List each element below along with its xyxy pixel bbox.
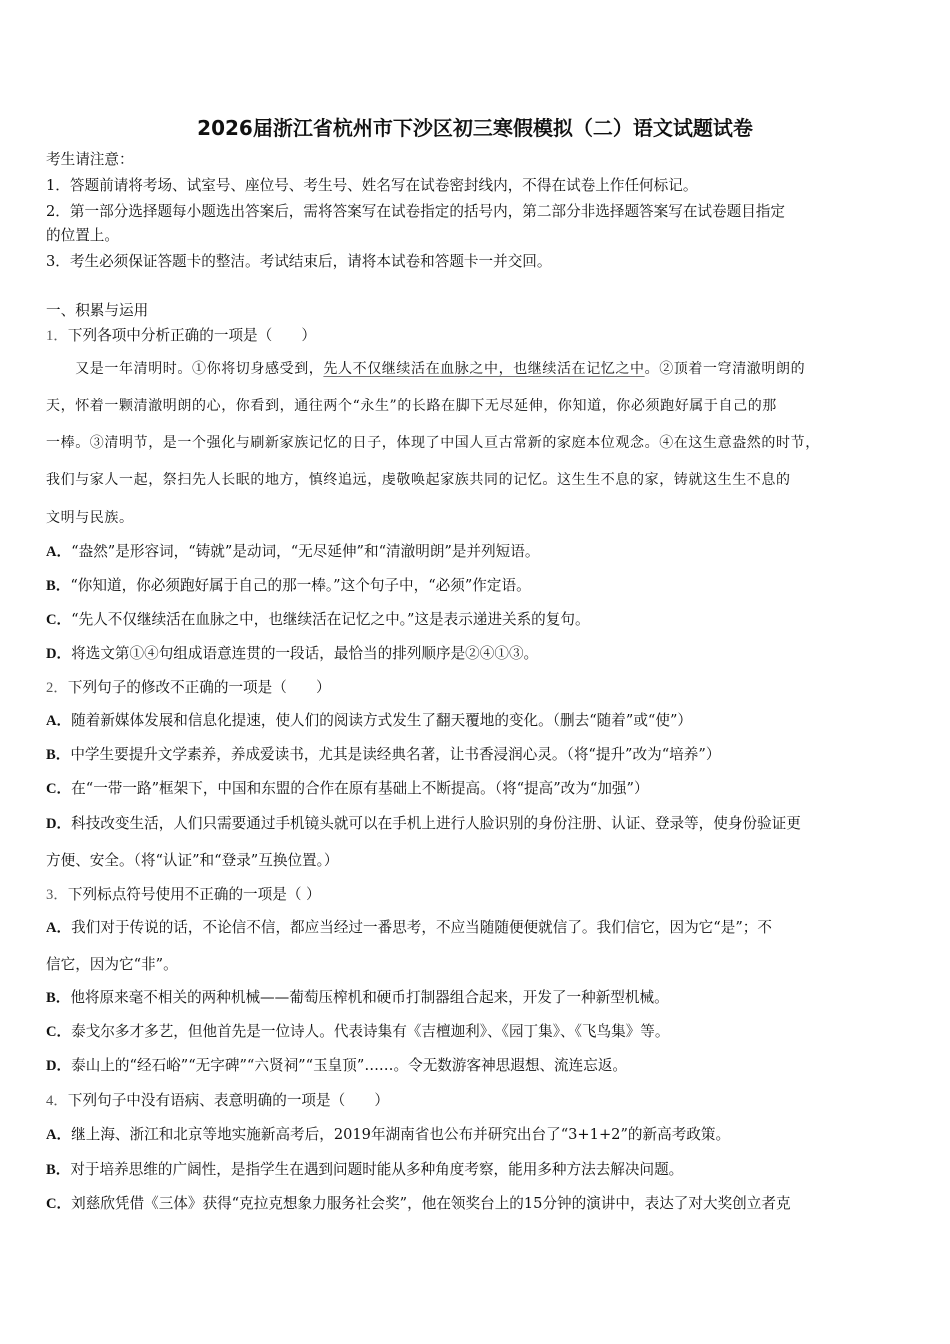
passage-text: 。②顶着一穹清澈明朗的 — [644, 361, 806, 377]
question-number: 2． — [46, 680, 68, 696]
option-letter: C． — [46, 1196, 72, 1212]
question-text: 下列各项中分析正确的一项是（ ） — [67, 327, 317, 344]
question-text: 下列句子的修改不正确的一项是（ ） — [67, 679, 331, 696]
option-letter: A． — [46, 920, 72, 936]
option-text: 泰戈尔多才多艺，但他首先是一位诗人。代表诗集有《吉檀迦利》、《园丁集》、《飞鸟集》等。 — [71, 1023, 670, 1040]
option-text: 在“一带一路”框架下，中国和东盟的合作在原有基础上不断提高。（将“提高”改为“加强”） — [71, 780, 649, 797]
q3-option-a — [46, 918, 772, 938]
option-text: 我们对于传说的话，不论信不信，都应当经过一番思考，不应当随随便便就信了。我们信它，因为它“是”；不 — [71, 919, 772, 936]
option-letter: C． — [46, 781, 72, 797]
question-text: 下列句子中没有语病、表意明确的一项是（ ） — [67, 1092, 389, 1109]
question-number: 1． — [46, 328, 68, 344]
option-text: “盎然”是形容词，“铸就”是动词，“无尽延伸”和“清澈明朗”是并列短语。 — [71, 543, 540, 560]
passage-line-1 — [46, 359, 805, 379]
option-letter: B． — [46, 990, 71, 1006]
section-heading: 一、积累与运用 — [46, 302, 149, 319]
notice-item-2-cont: 的位置上。 — [46, 227, 119, 244]
page-title: 2026届浙江省杭州市下沙区初三寒假模拟（二）语文试题试卷 — [197, 116, 753, 140]
option-text: 对于培养思维的广阔性，是指学生在遇到问题时能从多种角度考察，能用多种方法去解决问题。 — [70, 1161, 684, 1178]
q3-option-c — [46, 1022, 669, 1042]
passage-line-5: 文明与民族。 — [46, 510, 134, 526]
question-2-stem — [46, 678, 331, 698]
q2-option-d — [46, 814, 801, 834]
question-number: 4． — [46, 1093, 68, 1109]
option-text: “先人不仅继续活在血脉之中，也继续活在记忆之中。”这是表示递进关系的复句。 — [71, 611, 590, 628]
q4-option-a — [46, 1125, 730, 1145]
q1-option-c — [46, 610, 590, 630]
passage-line-3: 一棒。③清明节，是一个强化与刷新家族记忆的日子，体现了中国人亘古常新的家庭本位观念。④在这生意盎然的时节， — [46, 435, 820, 451]
notice-item-3: 3．考生必须保证答题卡的整洁。考试结束后，请将本试卷和答题卡一并交回。 — [46, 253, 552, 270]
q3-option-a-cont: 信它，因为它“非”。 — [46, 956, 178, 973]
option-letter: A． — [46, 1127, 72, 1143]
q1-option-a — [46, 542, 539, 562]
option-letter: C． — [46, 1024, 72, 1040]
q2-option-a — [46, 711, 692, 731]
option-text: 随着新媒体发展和信息化提速，使人们的阅读方式发生了翻天覆地的变化。（删去“随着”或“使”） — [71, 712, 693, 729]
option-text: 科技改变生活，人们只需要通过手机镜头就可以在手机上进行人脸识别的身份注册、认证、登录等，使身份验证更 — [71, 815, 801, 832]
q3-option-b — [46, 988, 669, 1008]
option-text: 将选文第①④句组成语意连贯的一段话，最恰当的排列顺序是②④①③。 — [71, 645, 539, 662]
notice-item-2: 2．第一部分选择题每小题选出答案后，需将答案写在试卷指定的括号内，第二部分非选择题答案写在试卷题目指定 — [46, 203, 785, 220]
option-letter: D． — [46, 646, 72, 662]
q1-option-b — [46, 576, 531, 596]
option-letter: D． — [46, 816, 72, 832]
q2-option-d-cont: 方便、安全。（将“认证”和“登录”互换位置。） — [46, 852, 339, 869]
option-text: 他将原来毫不相关的两种机械——葡萄压榨机和硬币打制器组合起来，开发了一种新型机械。 — [70, 989, 669, 1006]
option-letter: A． — [46, 544, 72, 560]
q4-option-b — [46, 1160, 683, 1180]
passage-text: 又是一年清明时。①你将切身感受到， — [46, 361, 324, 377]
option-letter: B． — [46, 747, 71, 763]
option-text: “你知道，你必须跑好属于自己的那一棒。”这个句子中，“必须”作定语。 — [70, 577, 531, 594]
option-text: 刘慈欣凭借《三体》获得“克拉克想象力服务社会奖”，他在领奖台上的15分钟的演讲中，表达了对大奖创立者克 — [71, 1195, 791, 1212]
q4-option-c — [46, 1194, 791, 1214]
option-letter: B． — [46, 578, 71, 594]
underlined-sentence: 先人不仅继续活在血脉之中，也继续活在记忆之中 — [323, 361, 645, 377]
option-text: 泰山上的“经石峪”“无字碑”“六贤祠”“玉皇顶”……。令无数游客神思遐想、流连忘返。 — [71, 1057, 628, 1074]
question-1-stem — [46, 326, 316, 346]
question-number: 3． — [46, 887, 68, 903]
question-3-stem — [46, 885, 321, 905]
option-letter: D． — [46, 1058, 72, 1074]
question-text: 下列标点符号使用不正确的一项是（ ） — [67, 886, 321, 903]
option-letter: B． — [46, 1162, 71, 1178]
notice-heading: 考生请注意： — [46, 151, 134, 168]
passage-line-4: 我们与家人一起，祭扫先人长眠的地方，慎终追远，虔敬唤起家族共同的记忆。这生生不息的家，铸就这生生不息的 — [46, 472, 791, 488]
q2-option-b — [46, 745, 720, 765]
option-letter: A． — [46, 713, 72, 729]
option-text: 中学生要提升文学素养，养成爱读书，尤其是读经典名著，让书香浸润心灵。（将“提升”改为“培养”） — [70, 746, 721, 763]
q1-option-d — [46, 644, 538, 664]
q3-option-d — [46, 1056, 627, 1076]
q2-option-c — [46, 779, 649, 799]
option-text: 继上海、浙江和北京等地实施新高考后，2019年湖南省也公布并研究出台了“3+1+2”的新高考政策。 — [71, 1126, 731, 1143]
passage-line-2: 天，怀着一颗清澈明朗的心，你看到，通往两个“永生”的长路在脚下无尽延伸，你知道，你必须跑好属于自己的那 — [46, 398, 777, 414]
notice-item-1: 1．答题前请将考场、试室号、座位号、考生号、姓名写在试卷密封线内，不得在试卷上作任何标记。 — [46, 177, 698, 194]
question-4-stem — [46, 1091, 389, 1111]
option-letter: C． — [46, 612, 72, 628]
